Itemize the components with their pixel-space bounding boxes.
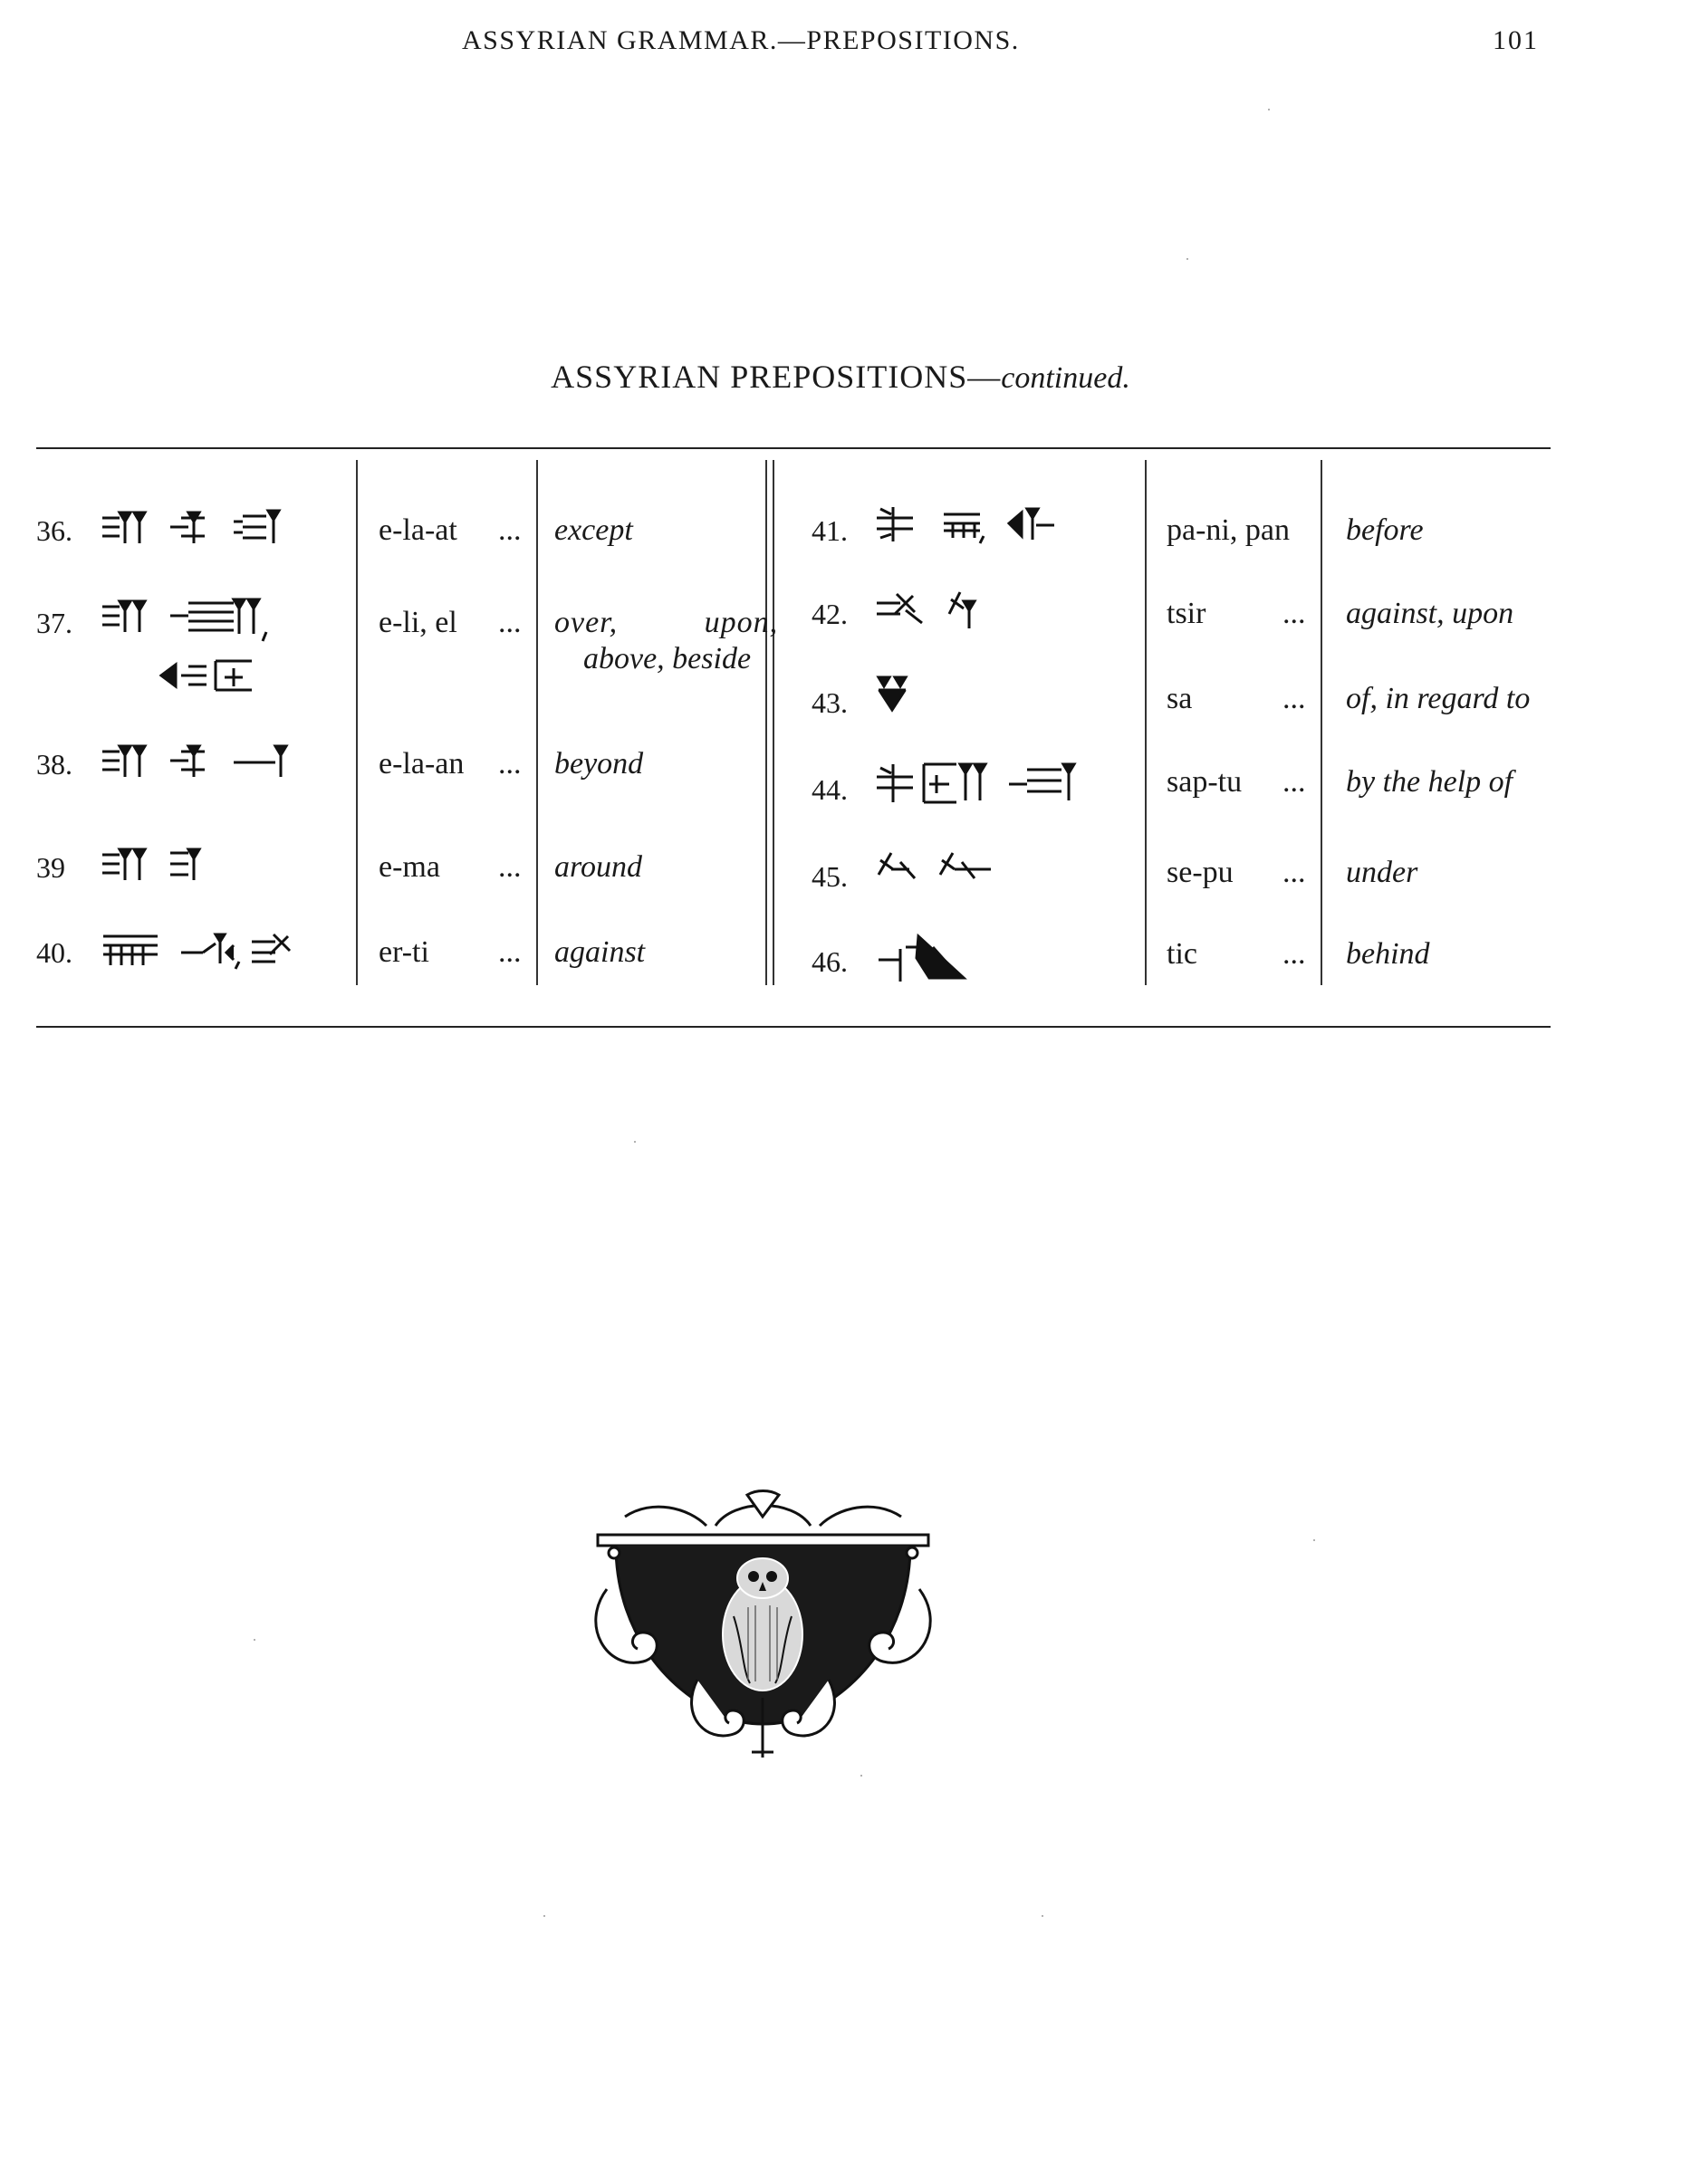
cuneiform-glyphs-icon bbox=[873, 927, 982, 987]
entry-number: 42. bbox=[812, 598, 848, 630]
column-divider-double bbox=[765, 460, 774, 985]
entry-number: 41. bbox=[812, 514, 848, 547]
reading: e-la-at bbox=[379, 513, 457, 547]
leader-dots: ... bbox=[1282, 682, 1306, 715]
leader-dots: ... bbox=[498, 935, 522, 969]
cuneiform-glyphs-icon bbox=[873, 670, 927, 715]
column-divider bbox=[1145, 460, 1147, 985]
meaning: except bbox=[554, 513, 633, 547]
leader-dots: ... bbox=[1282, 856, 1306, 889]
meaning: before bbox=[1346, 513, 1424, 547]
reading: tsir bbox=[1167, 597, 1206, 630]
reading: sap-tu bbox=[1167, 765, 1243, 799]
paper-speck bbox=[1186, 258, 1188, 260]
cuneiform-glyphs-icon bbox=[873, 848, 1054, 893]
reading: e-la-an bbox=[379, 747, 465, 781]
table-title-main: ASSYRIAN PREPOSITIONS— bbox=[551, 359, 1002, 395]
paper-speck bbox=[634, 1141, 636, 1143]
paper-speck bbox=[543, 1915, 545, 1917]
leader-dots: ... bbox=[498, 606, 522, 639]
column-divider bbox=[356, 460, 358, 985]
leader-dots: ... bbox=[498, 747, 522, 781]
cuneiform-glyphs-icon bbox=[873, 587, 1036, 632]
cuneiform-glyphs-icon bbox=[98, 844, 261, 886]
cuneiform-glyphs-icon bbox=[98, 925, 333, 971]
paper-speck bbox=[1313, 1539, 1315, 1541]
paper-speck bbox=[254, 1639, 255, 1641]
cuneiform-glyphs-icon bbox=[98, 596, 342, 695]
leader-dots: ... bbox=[498, 850, 522, 884]
cuneiform-glyphs-icon bbox=[98, 507, 324, 549]
paper-speck bbox=[860, 1775, 862, 1777]
meaning: behind bbox=[1346, 937, 1430, 971]
entry-number: 43. bbox=[812, 686, 848, 719]
column-divider bbox=[536, 460, 538, 985]
cuneiform-glyphs-icon bbox=[873, 502, 1109, 547]
paper-speck bbox=[1042, 1915, 1043, 1917]
table-bottom-rule bbox=[36, 1026, 1551, 1028]
leader-dots: ... bbox=[498, 513, 522, 547]
leader-dots: ... bbox=[1282, 597, 1306, 630]
running-title: ASSYRIAN GRAMMAR.—PREPOSITIONS. bbox=[462, 25, 1020, 55]
meaning: beyond bbox=[554, 747, 644, 781]
meaning: around bbox=[554, 850, 642, 884]
table-title bbox=[0, 358, 1681, 396]
table-title-continued: continued. bbox=[1001, 361, 1130, 395]
reading: e-ma bbox=[379, 850, 440, 884]
reading: pa-ni, pan bbox=[1167, 513, 1290, 547]
meaning: over, upon, bbox=[554, 606, 779, 639]
entry-number: 40. bbox=[36, 936, 72, 969]
entry-number: 45. bbox=[812, 860, 848, 893]
paper-speck bbox=[1268, 109, 1270, 110]
cuneiform-glyphs-icon bbox=[98, 741, 324, 782]
reading: e-li, el bbox=[379, 606, 457, 639]
prepositions-table bbox=[36, 460, 1551, 985]
meaning: under bbox=[1346, 856, 1418, 889]
entry-number: 38. bbox=[36, 748, 72, 781]
entry-number: 36. bbox=[36, 514, 72, 547]
entry-number: 37. bbox=[36, 607, 72, 639]
table-top-rule bbox=[36, 447, 1551, 449]
entry-number: 39 bbox=[36, 851, 65, 884]
running-head bbox=[0, 25, 1681, 62]
entry-number: 46. bbox=[812, 945, 848, 978]
meaning: against, upon bbox=[1346, 597, 1514, 630]
reading: er-ti bbox=[379, 935, 429, 969]
owl-vignette-icon bbox=[589, 1490, 937, 1761]
reading: sa bbox=[1167, 682, 1193, 715]
reading: tic bbox=[1167, 937, 1197, 971]
meaning: by the help of bbox=[1346, 765, 1513, 799]
cuneiform-glyphs-icon bbox=[873, 757, 1118, 808]
meaning: against bbox=[554, 935, 646, 969]
column-divider bbox=[1321, 460, 1322, 985]
leader-dots: ... bbox=[1282, 765, 1306, 799]
entry-number: 44. bbox=[812, 773, 848, 806]
reading: se-pu bbox=[1167, 856, 1234, 889]
leader-dots: ... bbox=[1282, 937, 1306, 971]
meaning: of, in regard to bbox=[1346, 682, 1531, 715]
meaning-continued: above, beside bbox=[583, 642, 752, 675]
page-number: 101 bbox=[1493, 25, 1539, 55]
